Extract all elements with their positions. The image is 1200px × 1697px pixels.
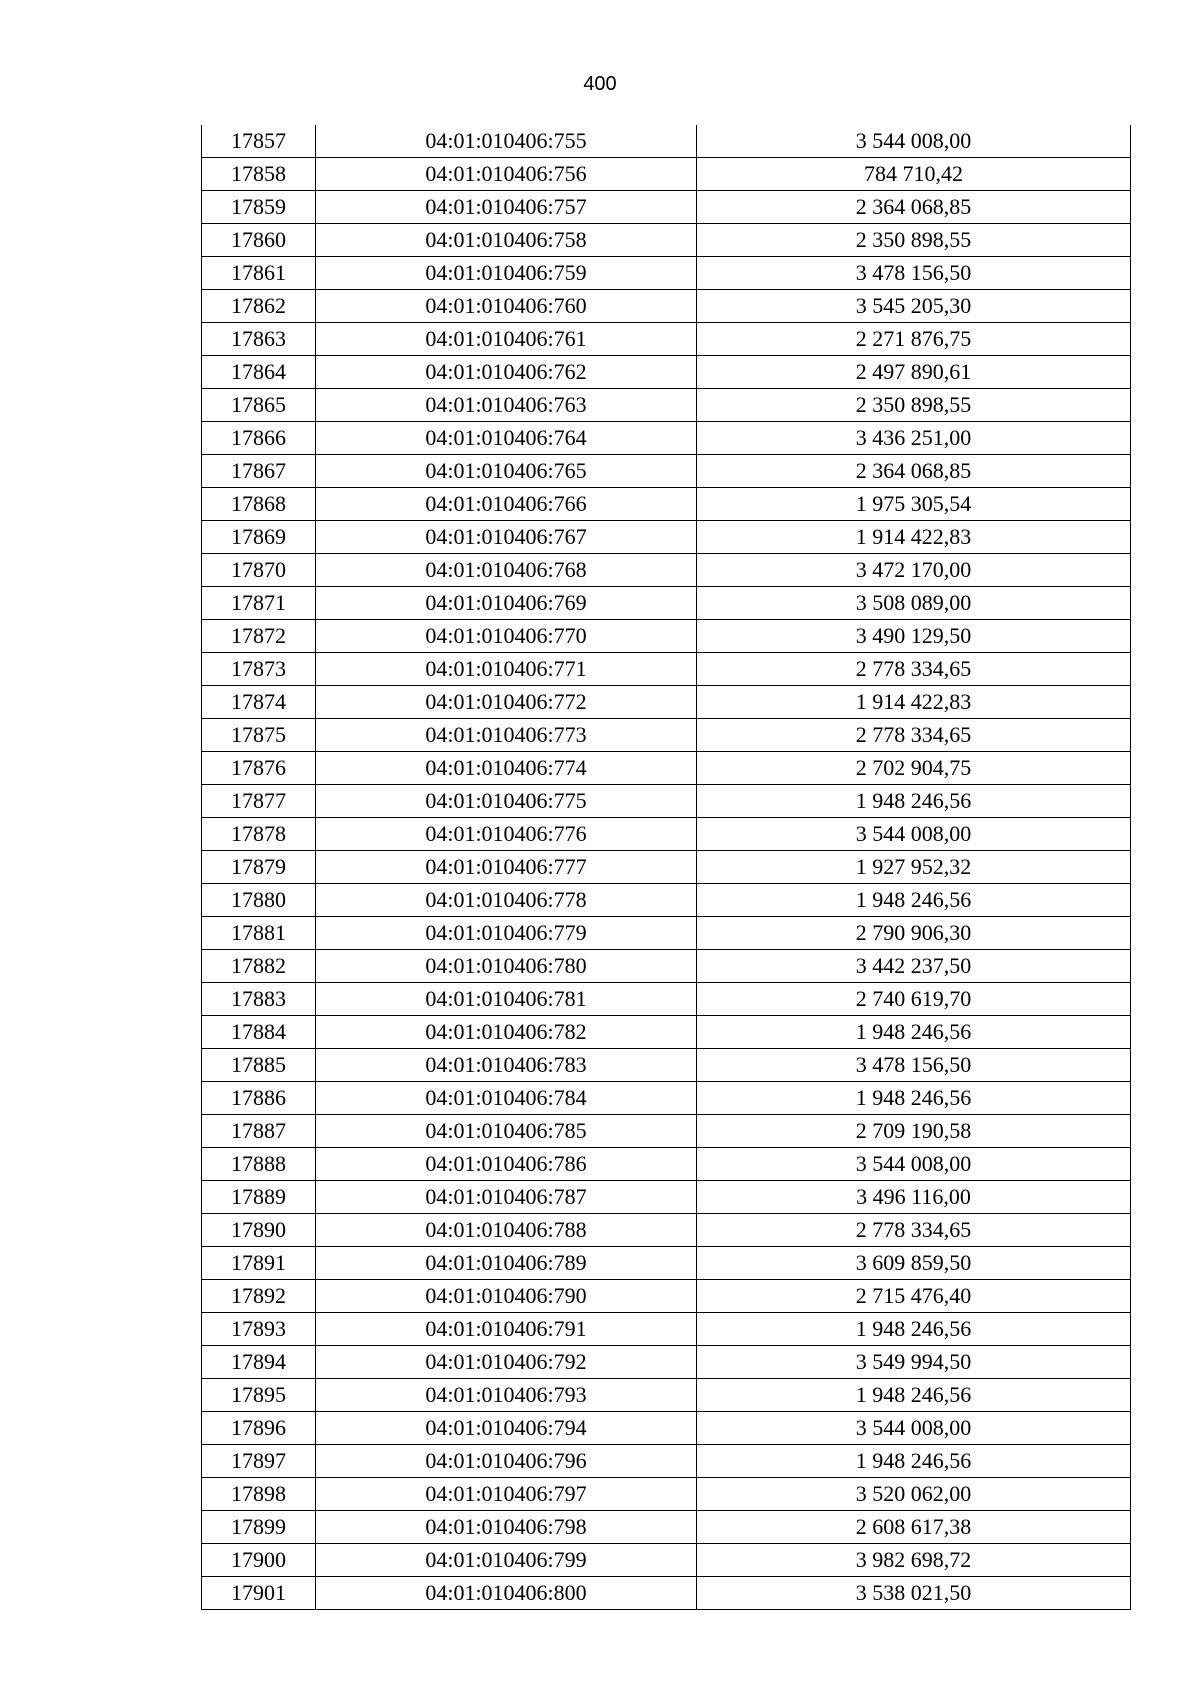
table-row [202, 323, 1131, 356]
row-number-cell: 17884 [202, 1016, 316, 1049]
row-number-cell: 17876 [202, 752, 316, 785]
table-row [202, 422, 1131, 455]
cadastral-value-cell: 2 778 334,65 [697, 1214, 1131, 1247]
cadastral-number-cell: 04:01:010406:789 [316, 1247, 697, 1280]
row-number-cell: 17865 [202, 389, 316, 422]
cadastral-number-cell: 04:01:010406:767 [316, 521, 697, 554]
table-row [202, 884, 1131, 917]
cadastral-number-cell: 04:01:010406:790 [316, 1280, 697, 1313]
table-row [202, 1280, 1131, 1313]
cadastral-number-cell: 04:01:010406:760 [316, 290, 697, 323]
table-row [202, 158, 1131, 191]
cadastral-value-cell: 1 914 422,83 [697, 521, 1131, 554]
cadastral-value-cell: 1 948 246,56 [697, 785, 1131, 818]
cadastral-number-cell: 04:01:010406:786 [316, 1148, 697, 1181]
cadastral-value-cell: 2 271 876,75 [697, 323, 1131, 356]
cadastral-value-cell: 1 948 246,56 [697, 1379, 1131, 1412]
table-row [202, 1049, 1131, 1082]
cadastral-number-cell: 04:01:010406:759 [316, 257, 697, 290]
row-number-cell: 17885 [202, 1049, 316, 1082]
row-number-cell: 17883 [202, 983, 316, 1016]
cadastral-value-cell: 3 544 008,00 [697, 1412, 1131, 1445]
table-row [202, 785, 1131, 818]
table-row [202, 1544, 1131, 1577]
cadastral-value-cell: 3 508 089,00 [697, 587, 1131, 620]
cadastral-value-cell: 1 927 952,32 [697, 851, 1131, 884]
table-row [202, 851, 1131, 884]
cadastral-value-cell: 1 975 305,54 [697, 488, 1131, 521]
cadastral-value-cell: 2 790 906,30 [697, 917, 1131, 950]
row-number-cell: 17875 [202, 719, 316, 752]
cadastral-number-cell: 04:01:010406:772 [316, 686, 697, 719]
cadastral-number-cell: 04:01:010406:797 [316, 1478, 697, 1511]
cadastral-value-cell: 1 948 246,56 [697, 1313, 1131, 1346]
row-number-cell: 17891 [202, 1247, 316, 1280]
row-number-cell: 17872 [202, 620, 316, 653]
row-number-cell: 17860 [202, 224, 316, 257]
cadastral-value-cell: 1 948 246,56 [697, 1445, 1131, 1478]
cadastral-number-cell: 04:01:010406:799 [316, 1544, 697, 1577]
cadastral-value-cell: 3 549 994,50 [697, 1346, 1131, 1379]
row-number-cell: 17861 [202, 257, 316, 290]
row-number-cell: 17880 [202, 884, 316, 917]
cadastral-value-cell: 3 538 021,50 [697, 1577, 1131, 1610]
cadastral-number-cell: 04:01:010406:781 [316, 983, 697, 1016]
table-row [202, 1016, 1131, 1049]
cadastral-number-cell: 04:01:010406:798 [316, 1511, 697, 1544]
cadastral-number-cell: 04:01:010406:780 [316, 950, 697, 983]
row-number-cell: 17900 [202, 1544, 316, 1577]
cadastral-number-cell: 04:01:010406:792 [316, 1346, 697, 1379]
table-row [202, 455, 1131, 488]
row-number-cell: 17867 [202, 455, 316, 488]
table-row [202, 1577, 1131, 1610]
row-number-cell: 17889 [202, 1181, 316, 1214]
cadastral-value-cell: 3 544 008,00 [697, 125, 1131, 158]
row-number-cell: 17898 [202, 1478, 316, 1511]
cadastral-value-cell: 3 544 008,00 [697, 1148, 1131, 1181]
row-number-cell: 17870 [202, 554, 316, 587]
cadastral-number-cell: 04:01:010406:796 [316, 1445, 697, 1478]
cadastral-number-cell: 04:01:010406:791 [316, 1313, 697, 1346]
row-number-cell: 17886 [202, 1082, 316, 1115]
table-row [202, 1214, 1131, 1247]
row-number-cell: 17874 [202, 686, 316, 719]
table-row [202, 1247, 1131, 1280]
row-number-cell: 17869 [202, 521, 316, 554]
row-number-cell: 17858 [202, 158, 316, 191]
table-row [202, 983, 1131, 1016]
table-row [202, 1412, 1131, 1445]
row-number-cell: 17897 [202, 1445, 316, 1478]
row-number-cell: 17863 [202, 323, 316, 356]
table-row [202, 1511, 1131, 1544]
table-body [202, 125, 1131, 1610]
cadastral-number-cell: 04:01:010406:788 [316, 1214, 697, 1247]
cadastral-number-cell: 04:01:010406:784 [316, 1082, 697, 1115]
row-number-cell: 17873 [202, 653, 316, 686]
cadastral-value-cell: 1 948 246,56 [697, 1016, 1131, 1049]
cadastral-number-cell: 04:01:010406:773 [316, 719, 697, 752]
row-number-cell: 17887 [202, 1115, 316, 1148]
row-number-cell: 17899 [202, 1511, 316, 1544]
cadastral-number-cell: 04:01:010406:765 [316, 455, 697, 488]
row-number-cell: 17894 [202, 1346, 316, 1379]
row-number-cell: 17892 [202, 1280, 316, 1313]
cadastral-number-cell: 04:01:010406:783 [316, 1049, 697, 1082]
row-number-cell: 17879 [202, 851, 316, 884]
table-row [202, 1082, 1131, 1115]
cadastral-value-cell: 2 778 334,65 [697, 653, 1131, 686]
cadastral-number-cell: 04:01:010406:776 [316, 818, 697, 851]
cadastral-value-cell: 2 778 334,65 [697, 719, 1131, 752]
cadastral-number-cell: 04:01:010406:768 [316, 554, 697, 587]
row-number-cell: 17862 [202, 290, 316, 323]
cadastral-value-cell: 2 740 619,70 [697, 983, 1131, 1016]
table-row [202, 917, 1131, 950]
cadastral-number-cell: 04:01:010406:757 [316, 191, 697, 224]
row-number-cell: 17893 [202, 1313, 316, 1346]
table-row [202, 1181, 1131, 1214]
row-number-cell: 17896 [202, 1412, 316, 1445]
cadastral-number-cell: 04:01:010406:777 [316, 851, 697, 884]
table-row [202, 1148, 1131, 1181]
table-row [202, 686, 1131, 719]
cadastral-number-cell: 04:01:010406:771 [316, 653, 697, 686]
cadastral-value-cell: 2 608 617,38 [697, 1511, 1131, 1544]
row-number-cell: 17866 [202, 422, 316, 455]
table-row [202, 1346, 1131, 1379]
cadastral-value-cell: 3 982 698,72 [697, 1544, 1131, 1577]
cadastral-value-cell: 1 948 246,56 [697, 884, 1131, 917]
cadastral-value-cell: 2 350 898,55 [697, 389, 1131, 422]
row-number-cell: 17871 [202, 587, 316, 620]
cadastral-value-cell: 3 520 062,00 [697, 1478, 1131, 1511]
row-number-cell: 17878 [202, 818, 316, 851]
cadastral-value-cell: 2 715 476,40 [697, 1280, 1131, 1313]
cadastral-value-cell: 3 478 156,50 [697, 1049, 1131, 1082]
cadastral-number-cell: 04:01:010406:774 [316, 752, 697, 785]
table-row [202, 1313, 1131, 1346]
cadastral-number-cell: 04:01:010406:775 [316, 785, 697, 818]
cadastral-value-cell: 3 472 170,00 [697, 554, 1131, 587]
row-number-cell: 17901 [202, 1577, 316, 1610]
cadastral-number-cell: 04:01:010406:785 [316, 1115, 697, 1148]
table-row [202, 719, 1131, 752]
table-row [202, 224, 1131, 257]
table-row [202, 1115, 1131, 1148]
cadastral-number-cell: 04:01:010406:787 [316, 1181, 697, 1214]
cadastral-number-cell: 04:01:010406:782 [316, 1016, 697, 1049]
cadastral-number-cell: 04:01:010406:800 [316, 1577, 697, 1610]
cadastral-value-cell: 3 545 205,30 [697, 290, 1131, 323]
row-number-cell: 17868 [202, 488, 316, 521]
cadastral-value-cell: 3 544 008,00 [697, 818, 1131, 851]
cadastral-number-cell: 04:01:010406:770 [316, 620, 697, 653]
table-row [202, 587, 1131, 620]
cadastral-value-cell: 2 364 068,85 [697, 191, 1131, 224]
cadastral-number-cell: 04:01:010406:756 [316, 158, 697, 191]
cadastral-value-cell: 2 364 068,85 [697, 455, 1131, 488]
cadastral-value-cell: 3 436 251,00 [697, 422, 1131, 455]
cadastral-number-cell: 04:01:010406:779 [316, 917, 697, 950]
table-row [202, 554, 1131, 587]
row-number-cell: 17857 [202, 125, 316, 158]
row-number-cell: 17895 [202, 1379, 316, 1412]
cadastral-value-cell: 3 478 156,50 [697, 257, 1131, 290]
cadastral-value-cell: 1 914 422,83 [697, 686, 1131, 719]
cadastral-number-cell: 04:01:010406:766 [316, 488, 697, 521]
table-row [202, 1478, 1131, 1511]
table-row [202, 752, 1131, 785]
cadastral-value-cell: 2 497 890,61 [697, 356, 1131, 389]
table-row [202, 1445, 1131, 1478]
cadastral-number-cell: 04:01:010406:769 [316, 587, 697, 620]
table-row [202, 290, 1131, 323]
cadastral-value-cell: 3 496 116,00 [697, 1181, 1131, 1214]
table-row [202, 389, 1131, 422]
table-row [202, 950, 1131, 983]
table-row [202, 818, 1131, 851]
cadastral-number-cell: 04:01:010406:761 [316, 323, 697, 356]
row-number-cell: 17882 [202, 950, 316, 983]
row-number-cell: 17864 [202, 356, 316, 389]
row-number-cell: 17890 [202, 1214, 316, 1247]
cadastral-value-cell: 3 609 859,50 [697, 1247, 1131, 1280]
table-row [202, 1379, 1131, 1412]
cadastral-number-cell: 04:01:010406:793 [316, 1379, 697, 1412]
cadastral-value-cell: 1 948 246,56 [697, 1082, 1131, 1115]
row-number-cell: 17859 [202, 191, 316, 224]
cadastral-value-cell: 784 710,42 [697, 158, 1131, 191]
table-row [202, 191, 1131, 224]
cadastral-number-cell: 04:01:010406:764 [316, 422, 697, 455]
cadastral-value-cell: 2 350 898,55 [697, 224, 1131, 257]
row-number-cell: 17888 [202, 1148, 316, 1181]
cadastral-value-cell: 3 442 237,50 [697, 950, 1131, 983]
cadastral-number-cell: 04:01:010406:778 [316, 884, 697, 917]
table-row [202, 488, 1131, 521]
cadastral-number-cell: 04:01:010406:755 [316, 125, 697, 158]
table-row [202, 257, 1131, 290]
cadastral-value-cell: 3 490 129,50 [697, 620, 1131, 653]
cadastral-value-table [201, 125, 1131, 1610]
table-row [202, 653, 1131, 686]
cadastral-number-cell: 04:01:010406:762 [316, 356, 697, 389]
cadastral-number-cell: 04:01:010406:763 [316, 389, 697, 422]
table-row [202, 521, 1131, 554]
cadastral-value-cell: 2 709 190,58 [697, 1115, 1131, 1148]
cadastral-value-cell: 2 702 904,75 [697, 752, 1131, 785]
cadastral-number-cell: 04:01:010406:758 [316, 224, 697, 257]
row-number-cell: 17881 [202, 917, 316, 950]
row-number-cell: 17877 [202, 785, 316, 818]
cadastral-number-cell: 04:01:010406:794 [316, 1412, 697, 1445]
page-number: 400 [583, 73, 617, 95]
table-row [202, 620, 1131, 653]
table-row [202, 356, 1131, 389]
table-row [202, 125, 1131, 158]
